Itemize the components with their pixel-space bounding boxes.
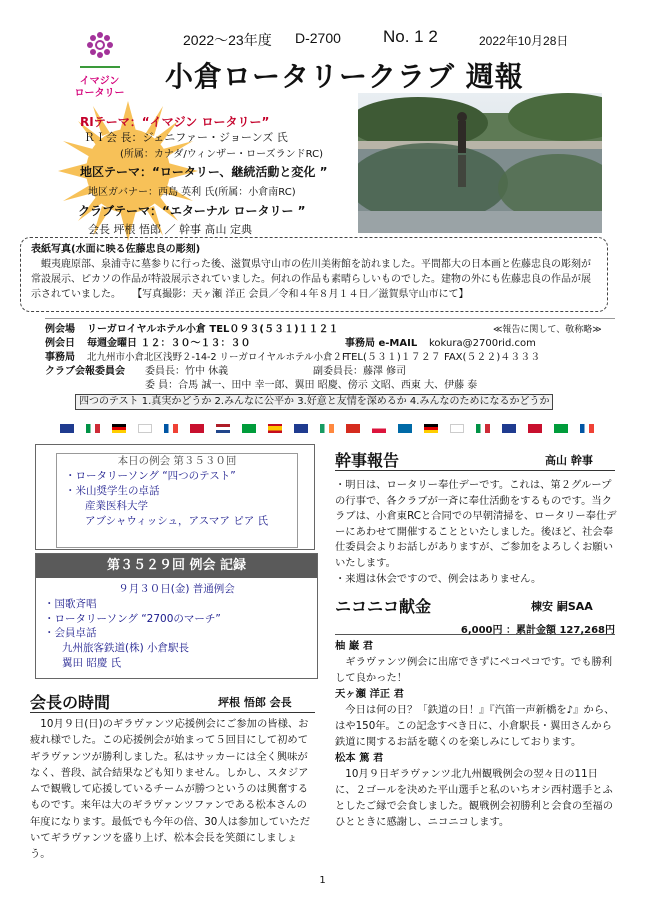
photo-caption-title: 表紙写真(水面に映る佐藤忠良の彫刻) xyxy=(31,244,201,255)
issue-date: 2022年10月28日 xyxy=(479,34,569,48)
club-officers: 会長 坪根 悟郎 ／ 幹事 髙山 定典 xyxy=(88,223,252,236)
today-meeting-inner xyxy=(56,453,298,548)
meeting-label: 例会日 xyxy=(45,338,75,349)
section-divider xyxy=(30,712,315,713)
meeting-row xyxy=(45,337,615,351)
flag-icon xyxy=(112,424,126,433)
list-item: ・ロータリーソング “2700のマーチ” xyxy=(44,612,221,625)
list-item: アブシャウィッシュ，アスマア ピア 氏 xyxy=(85,515,269,527)
president-message: 10月９日(日)のギラヴァンツ応援例会にご参加の皆様、お疲れ様でした。この応援例会が始まって５回目にして初めてギラヴァンツが勝利しました。私はサッカーには全く興味がなく、普段、試合結果なども知りません。しかし、スタジアムで観戦して応援しているチームが勝つというのは興奮するものです。来年は大のギラヴァンツファンである松本さんの年度になります。最低でも今年の倍、30人は参加していただいてギラヴァンツを盛り上げ、松本会長を笑顔にしましょう。 xyxy=(30,718,310,861)
meeting-record-body xyxy=(36,578,317,675)
notice-text: ≪報告に関して、敬称略≫ xyxy=(493,325,602,335)
flag-icon xyxy=(346,424,360,433)
photo-credit: 【写真撮影：天ヶ瀬 洋正 会員／令和４年８月１４日／滋賀県守山市にて】 xyxy=(132,289,469,300)
district-governor: 地区ガバナー：西島 英利 氏(所属：小倉南RC) xyxy=(88,187,296,198)
committee-members: 委 員：合馬 誠一、田中 幸一郎、翼田 昭慶、傍示 文昭、西東 大、伊藤 泰 xyxy=(145,380,478,391)
flag-icon xyxy=(424,424,438,433)
ri-president-affiliation: (所属：カナダ/ウィンザー・ローズランドRC) xyxy=(120,149,324,160)
masthead-info xyxy=(183,27,583,52)
flag-icon xyxy=(216,424,230,433)
secretary-report xyxy=(335,478,617,586)
donor-name: 柚 巌 君 xyxy=(335,640,374,652)
flag-icon xyxy=(268,424,282,433)
flag-icon xyxy=(528,424,542,433)
ri-president: ＲＩ会 長：ジェニファー・ジョーンズ 氏 xyxy=(84,131,288,144)
meeting-record-title: 第３５２９回 例会 記録 xyxy=(36,554,317,578)
flags-row xyxy=(60,424,620,434)
flag-icon xyxy=(580,424,594,433)
secretary-author: 高山 幹事 xyxy=(545,454,593,467)
flag-icon xyxy=(372,424,386,433)
members-row xyxy=(45,379,615,393)
nikoniko-section-header xyxy=(335,594,617,618)
nikoniko-section-title: ニコニコ献金 xyxy=(335,597,432,616)
rotary-logo xyxy=(72,28,127,98)
issue-number: No. 1 2 xyxy=(383,27,438,46)
nikoniko-amount: 6,000円 ：累計金額 127,268円 xyxy=(335,621,615,635)
flag-icon xyxy=(190,424,204,433)
logo-text-imagine: イマジン xyxy=(79,76,120,87)
district-number: D-2700 xyxy=(295,30,341,46)
meeting-record-box xyxy=(35,553,318,679)
list-item: 翼田 昭慶 氏 xyxy=(62,656,122,669)
club-theme: クラブテーマ：“エターナル ロータリー ” xyxy=(78,204,306,218)
photo-caption-text xyxy=(31,257,597,302)
secretary-section-header xyxy=(335,448,615,472)
ri-theme: RIテーマ：“イマジン ロータリー” xyxy=(80,115,270,129)
flag-icon xyxy=(60,424,74,433)
flag-icon xyxy=(242,424,256,433)
logo-divider xyxy=(80,66,120,68)
donor-message: ギラヴァンツ例会に出席できずにペコペコです。でも勝利して良かった！ xyxy=(335,656,613,684)
president-section-title: 会長の時間 xyxy=(30,693,111,712)
venue-value: リーガロイヤルホテル小倉 TEL０９３(５３１)１１２１ xyxy=(87,324,339,335)
meeting-value: 毎週金曜日 １２：３０～１３：３０ xyxy=(87,338,251,349)
flag-icon xyxy=(476,424,490,433)
office-label: 事務局 xyxy=(45,352,75,363)
flag-icon xyxy=(294,424,308,433)
themes-block xyxy=(70,95,360,245)
today-meeting-title: 本日の例会 第３５３０回 xyxy=(117,455,237,467)
flag-icon xyxy=(320,424,334,433)
nikoniko-entries xyxy=(335,638,617,858)
list-item: 産業医科大学 xyxy=(85,500,148,512)
venue-row xyxy=(45,323,615,337)
cover-photo xyxy=(358,93,602,233)
committee-row xyxy=(45,365,615,379)
flag-icon xyxy=(450,424,464,433)
imagine-flower-icon xyxy=(85,30,115,60)
today-meeting-list xyxy=(57,469,297,529)
fiscal-year: 2022～23年度 xyxy=(183,32,272,48)
flag-icon xyxy=(164,424,178,433)
secretary-section-title: 幹事報告 xyxy=(335,451,400,470)
office-address: 北九州市小倉北区浅野２-14-2 リーガロイヤルホテル小倉２F xyxy=(87,352,348,363)
committee-label: クラブ会報委員会 xyxy=(45,366,125,377)
club-info-box xyxy=(45,318,615,420)
donor-message: 10月９日ギラヴァンツ北九州観戦例会の翌々日の11日に、２ゴールを決めた平山選手と私のいちオシ西村選手とふとしたご縁で会食しました。観戦例会初勝利と会食の至福のひとときに感謝し、ニコニコします。 xyxy=(335,768,614,828)
donor-message: 今日は何の日？「鉄道の日！』『汽笛一声新橋を♪』から、はや150年。この記念すべき日に、小倉駅長・翼田さんから鉄道に関するお話を聴くのを楽しみにしております。 xyxy=(335,704,615,748)
committee-vice-chair: 副委員長：藤澤 修司 xyxy=(313,366,407,377)
email-label: 事務局 e-MAIL xyxy=(345,338,418,349)
flag-icon xyxy=(398,424,412,433)
flag-icon xyxy=(554,424,568,433)
list-item: ・会員卓話 xyxy=(44,627,97,640)
logo-text-rotary: ロータリー xyxy=(74,88,125,99)
page-number: 1 xyxy=(319,875,326,886)
photo-caption-box xyxy=(20,237,608,312)
office-row xyxy=(45,351,615,365)
page-title: 小倉ロータリークラブ 週報 xyxy=(165,60,524,93)
four-way-test: 四つのテスト 1.真実かどうか 2.みんなに公平か 3.好意と友情を深めるか 4.みんなのためになるかどうか xyxy=(75,394,553,410)
president-section-header xyxy=(30,690,315,714)
list-item: 九州旅客鉄道(株) 小倉駅長 xyxy=(62,642,190,655)
flag-icon xyxy=(502,424,516,433)
list-item: ・明日は、ロータリー奉仕デーです。これは、第２グループの行事で、各クラブが一斉に奉仕活動をするものです。当クラブは、小倉東RCと合同での早朝清掃を、ロータリー奉仕デーにあわせて開催することといたしました。後ほど、社会奉仕委員会よりお話しがありますが、ご参加をよろしくお願いいたします。 xyxy=(335,479,617,569)
list-item: ・来週は休会ですので、例会はありません。 xyxy=(335,572,542,585)
donor-name: 松本 篤 君 xyxy=(335,752,384,764)
office-tel: TEL(５３１)１７２７ FAX(５２２)４３３３ xyxy=(345,352,541,363)
list-item: ・米山奨学生の卓話 xyxy=(65,485,160,497)
flag-icon xyxy=(138,424,152,433)
meeting-record-date: ９月３０日(金) 普通例会 xyxy=(118,583,235,595)
nikoniko-author: 棟安 嗣SAA xyxy=(531,600,593,613)
venue-label: 例会場 xyxy=(45,324,75,335)
email-link[interactable]: kokura@2700rid.com xyxy=(429,338,536,349)
section-divider xyxy=(335,470,615,471)
list-item: ・ロータリーソング “四つのテスト” xyxy=(65,470,236,482)
district-theme: 地区テーマ：“ロータリー、継続活動と変化 ” xyxy=(80,165,328,179)
list-item: ・国歌斉唱 xyxy=(44,597,97,610)
committee-chair: 委員長：竹中 休義 xyxy=(145,366,229,377)
today-meeting-box xyxy=(35,444,315,550)
flag-icon xyxy=(86,424,100,433)
president-author: 坪根 悟郎 会長 xyxy=(218,696,292,709)
donor-name: 天ヶ瀬 洋正 君 xyxy=(335,688,404,700)
photo-caption-body: 蝦夷鹿原部、泉浦寺に墓参りに行った後、滋賀県守山市の佐川美術館を訪れました。平間都大の日本画と佐藤忠良の彫刻が常設展示、ピカソの作品が特設展示されていました。何れの作品も素晴らしいものでした。建物の外にも佐藤忠良の作品が展示されていました。 xyxy=(31,259,591,300)
